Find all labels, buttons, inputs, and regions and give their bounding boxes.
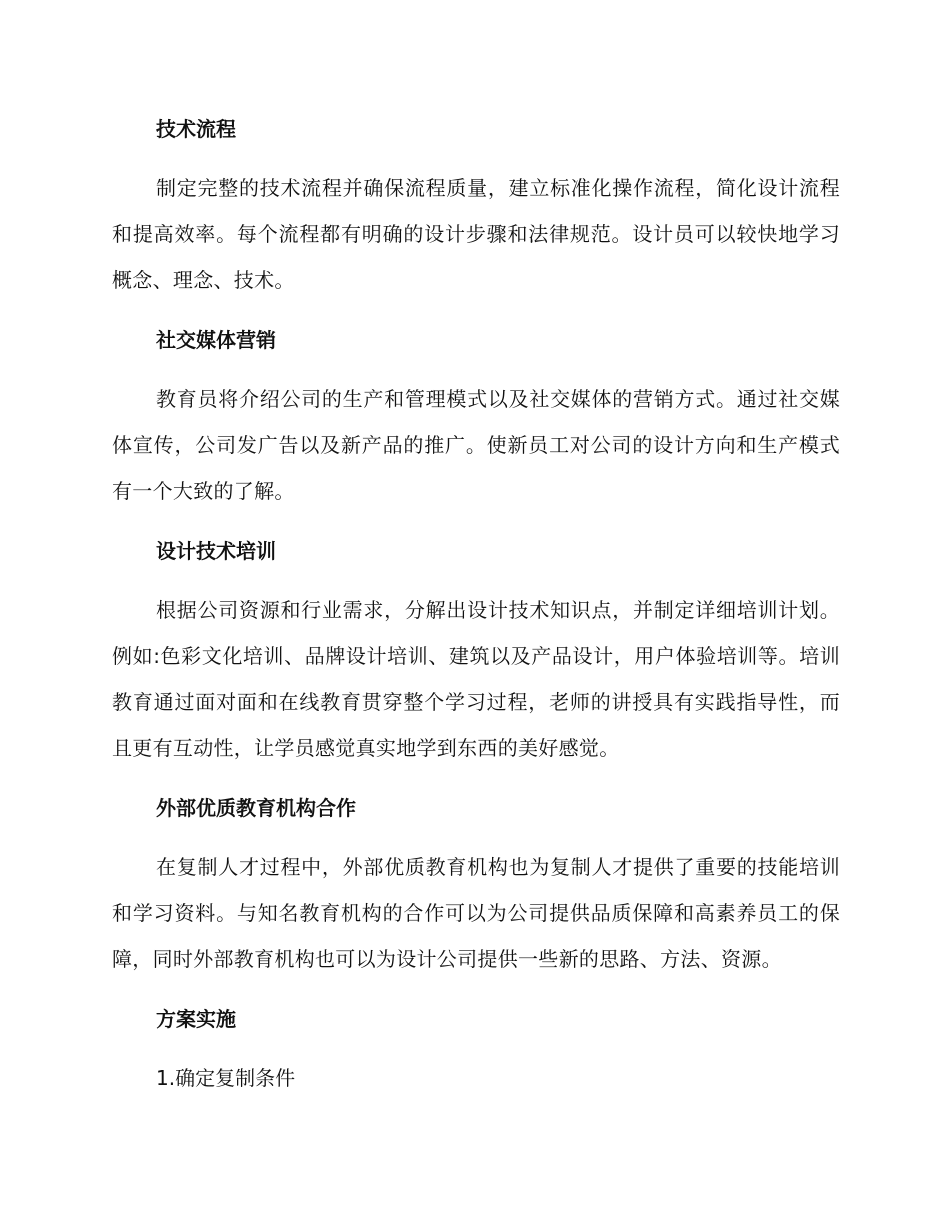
section-heading-external-cooperation: 外部优质教育机构合作 [156, 796, 356, 820]
section-heading-implementation: 方案实施 [156, 1007, 236, 1031]
section-heading-design-training: 设计技术培训 [156, 539, 276, 563]
section-paragraph-tech-process: 制定完整的技术流程并确保流程质量，建立标准化操作流程，简化设计流程和提高效率。每个流程都有明确的设计步骤和法律规范。设计员可以较快地学习概念、理念、技术。 [112, 176, 840, 292]
section-paragraph-external-cooperation: 在复制人才过程中，外部优质教育机构也为复制人才提供了重要的技能培训和学习资料。与知名教育机构的合作可以为公司提供品质保障和高素养员工的保障，同时外部教育机构也可以为设计公司提供一些新的思路、方法、资源。 [112, 855, 840, 971]
section-heading-social-media: 社交媒体营销 [156, 328, 276, 352]
section-paragraph-design-training: 根据公司资源和行业需求，分解出设计技术知识点，并制定详细培训计划。例如:色彩文化培训、品牌设计培训、建筑以及产品设计，用户体验培训等。培训教育通过面对面和在线教育贯穿整个学习过程，老师的讲授具有实践指导性，而且更有互动性，让学员感觉真实地学到东西的美好感觉。 [112, 598, 840, 760]
section-paragraph-social-media: 教育员将介绍公司的生产和管理模式以及社交媒体的营销方式。通过社交媒体宣传，公司发广告以及新产品的推广。使新员工对公司的设计方向和生产模式有一个大致的了解。 [112, 387, 840, 503]
list-item-confirm-conditions: 1.确定复制条件 [156, 1066, 296, 1090]
section-heading-tech-process: 技术流程 [156, 117, 236, 141]
